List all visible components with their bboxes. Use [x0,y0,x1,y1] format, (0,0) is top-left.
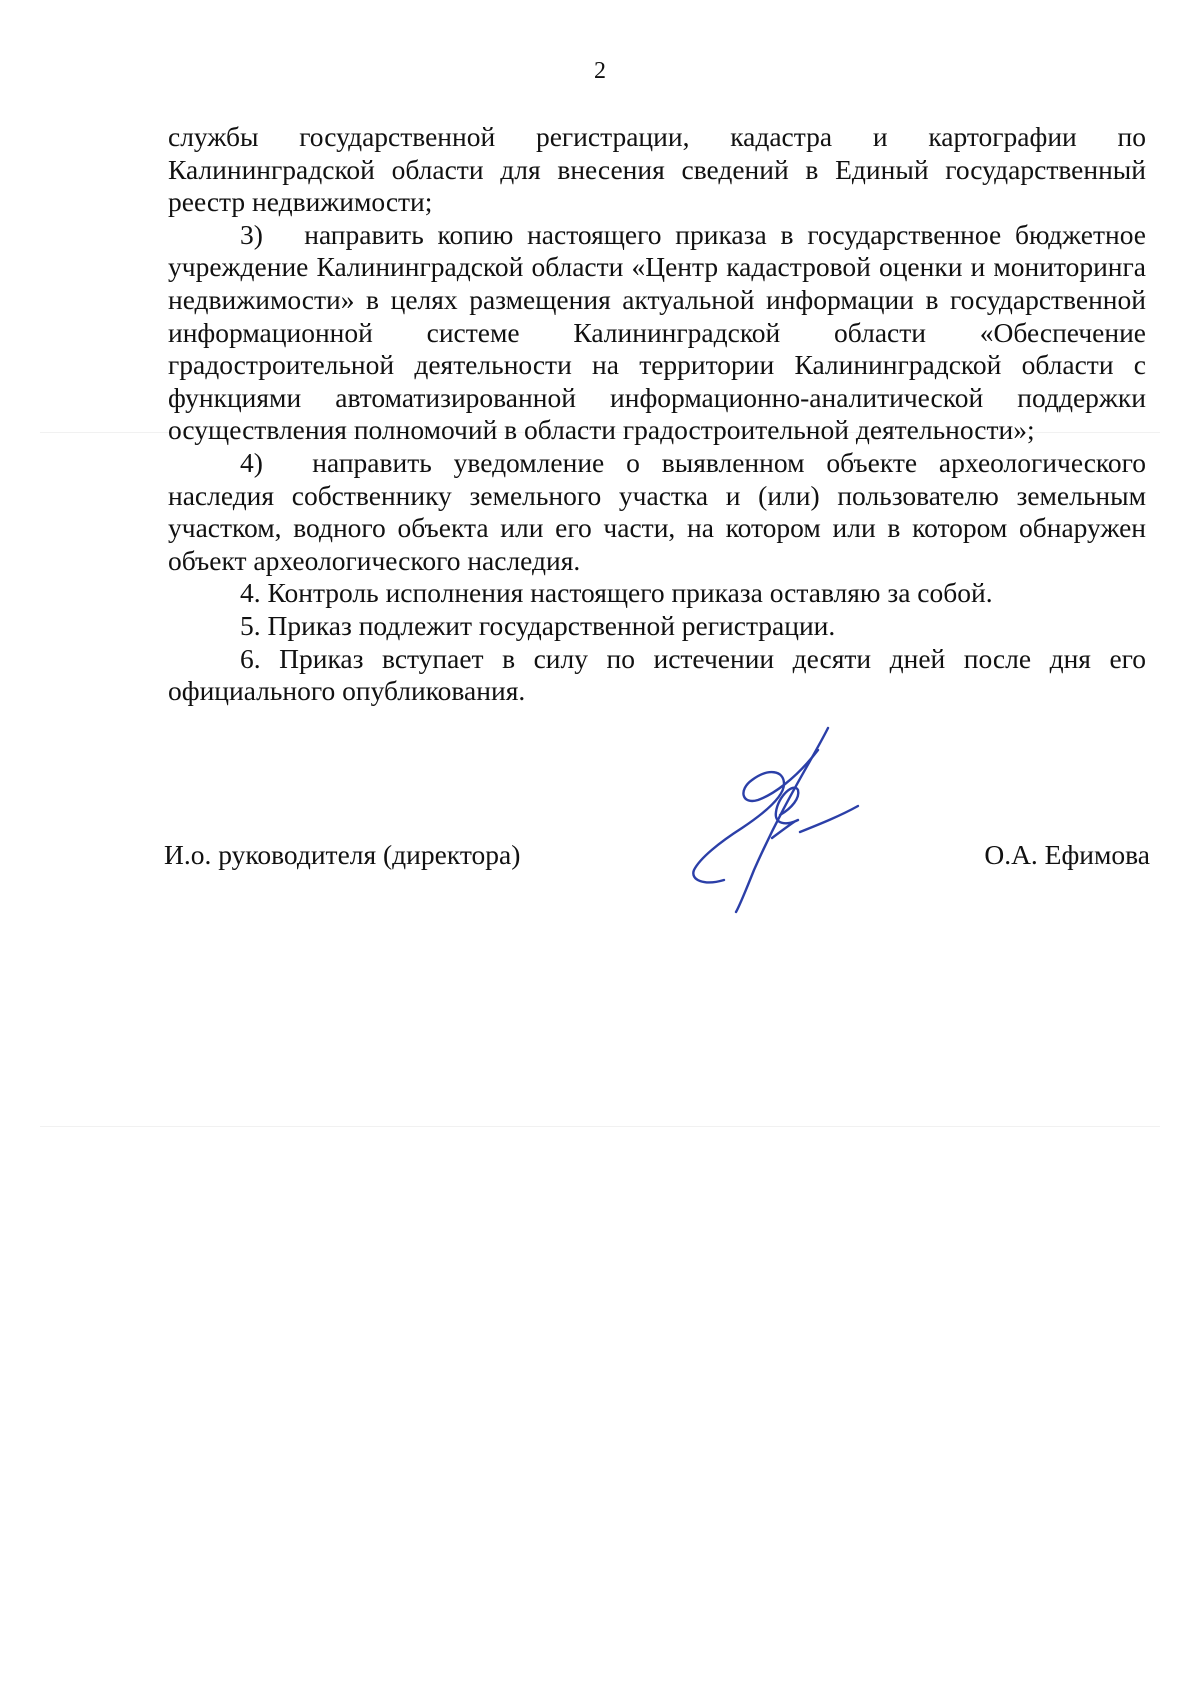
signature-stroke [693,750,818,882]
signatory-name: О.А. Ефимова [984,839,1150,870]
signatory-position: И.о. руководителя (директора) [164,839,521,870]
signature-stroke [800,806,858,832]
handwritten-signature-icon [680,720,880,920]
paragraph: службы государственной регистрации, кадастра и картографии по Калининградской области для внесения сведений в Единый государственный реестр недвижимости; [168,121,1146,218]
page-number: 2 [594,58,606,84]
paragraph: 5. Приказ подлежит государственной регистрации. [240,609,836,641]
paragraph: 6. Приказ вступает в силу по истечении десяти дней после дня его официального опубликования. [168,642,1146,707]
paragraph: 3) направить копию настоящего приказа в государственное бюджетное учреждение Калининградской области «Центр кадастровой оценки и мониторинга недвижимости» в целях размещения актуальной информации в государственной информационной системе Калининградской области «Обеспечение градостроительной деятельности на территории Калининградской области с функциями автоматизированной информационно-аналитической поддержки осуществления полномочий в области градостроительной деятельности»; [168,218,1146,446]
document-body [168,121,1146,708]
paragraph: 4) направить уведомление о выявленном объекте археологического наследия собственнику земельного участка и (или) пользователю земельным участком, водного объекта или его части, на котором или в котором обнаружен объект археологического наследия. [168,446,1146,576]
paragraph: 4. Контроль исполнения настоящего приказа оставляю за собой. [240,577,993,609]
scan-artifact-line [40,1126,1160,1127]
